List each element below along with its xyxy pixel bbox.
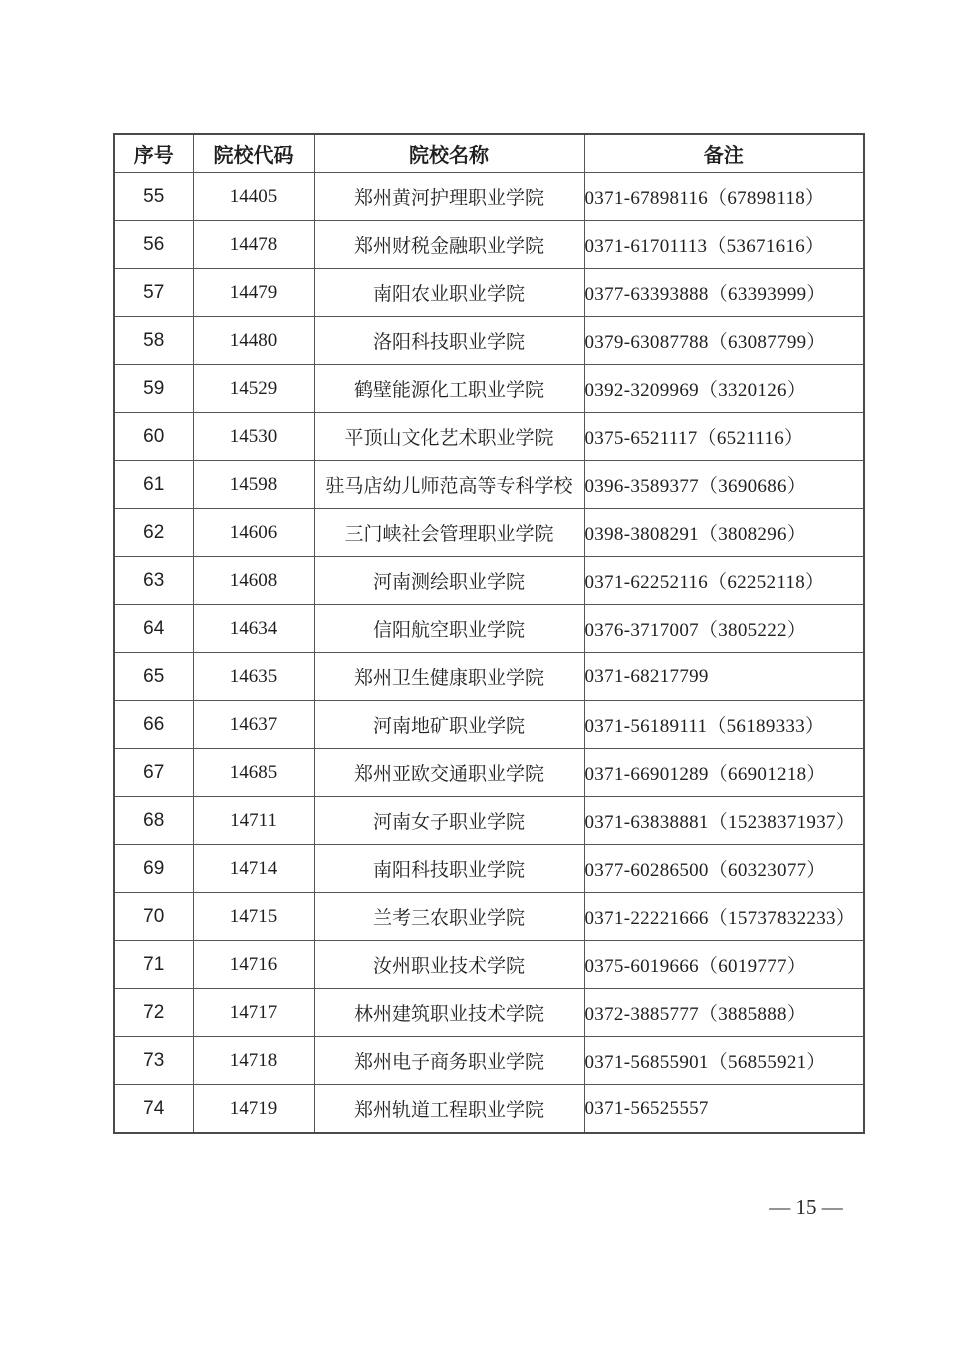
cell-college-name: 洛阳科技职业学院 (314, 317, 584, 365)
cell-remarks: 0371-61701113（53671616） (584, 221, 864, 269)
cell-remarks: 0377-60286500（60323077） (584, 845, 864, 893)
table-row (114, 221, 864, 269)
table-row (114, 893, 864, 941)
college-table-head (114, 134, 864, 173)
cell-college-name: 郑州卫生健康职业学院 (314, 653, 584, 701)
table-row (114, 557, 864, 605)
cell-college-code: 14717 (193, 989, 314, 1037)
cell-remarks: 0371-56189111（56189333） (584, 701, 864, 749)
header-serial-number: 序号 (114, 134, 193, 173)
cell-college-name: 郑州电子商务职业学院 (314, 1037, 584, 1085)
cell-serial-number: 73 (114, 1037, 193, 1085)
cell-serial-number: 68 (114, 797, 193, 845)
cell-serial-number: 69 (114, 845, 193, 893)
cell-serial-number: 63 (114, 557, 193, 605)
cell-college-name: 兰考三农职业学院 (314, 893, 584, 941)
cell-remarks: 0371-62252116（62252118） (584, 557, 864, 605)
header-remarks: 备注 (584, 134, 864, 173)
cell-remarks: 0376-3717007（3805222） (584, 605, 864, 653)
header-college-code: 院校代码 (193, 134, 314, 173)
page-number: — 15 — (769, 1195, 843, 1219)
header-row (114, 134, 864, 173)
table-row (114, 413, 864, 461)
cell-remarks: 0379-63087788（63087799） (584, 317, 864, 365)
cell-college-code: 14480 (193, 317, 314, 365)
cell-college-code: 14479 (193, 269, 314, 317)
cell-serial-number: 67 (114, 749, 193, 797)
cell-college-name: 河南地矿职业学院 (314, 701, 584, 749)
cell-serial-number: 74 (114, 1085, 193, 1134)
cell-college-name: 河南测绘职业学院 (314, 557, 584, 605)
cell-serial-number: 60 (114, 413, 193, 461)
cell-college-code: 14716 (193, 941, 314, 989)
college-table-body (114, 173, 864, 1134)
cell-college-name: 林州建筑职业技术学院 (314, 989, 584, 1037)
cell-remarks: 0375-6521117（6521116） (584, 413, 864, 461)
cell-college-name: 南阳科技职业学院 (314, 845, 584, 893)
table-row (114, 173, 864, 221)
cell-college-code: 14608 (193, 557, 314, 605)
cell-serial-number: 58 (114, 317, 193, 365)
cell-serial-number: 57 (114, 269, 193, 317)
table-row (114, 317, 864, 365)
cell-college-name: 三门峡社会管理职业学院 (314, 509, 584, 557)
cell-remarks: 0371-63838881（15238371937） (584, 797, 864, 845)
cell-college-code: 14530 (193, 413, 314, 461)
table-row (114, 1085, 864, 1134)
table-row (114, 941, 864, 989)
table-row (114, 845, 864, 893)
cell-serial-number: 70 (114, 893, 193, 941)
cell-college-name: 鹤壁能源化工职业学院 (314, 365, 584, 413)
cell-serial-number: 66 (114, 701, 193, 749)
cell-remarks: 0396-3589377（3690686） (584, 461, 864, 509)
cell-college-code: 14714 (193, 845, 314, 893)
table-row (114, 605, 864, 653)
cell-serial-number: 64 (114, 605, 193, 653)
cell-remarks: 0371-56525557 (584, 1085, 864, 1134)
cell-college-name: 南阳农业职业学院 (314, 269, 584, 317)
table-row (114, 269, 864, 317)
cell-college-name: 信阳航空职业学院 (314, 605, 584, 653)
cell-college-name: 郑州轨道工程职业学院 (314, 1085, 584, 1134)
table-row (114, 749, 864, 797)
header-college-name: 院校名称 (314, 134, 584, 173)
cell-college-code: 14478 (193, 221, 314, 269)
cell-college-code: 14635 (193, 653, 314, 701)
cell-college-name: 驻马店幼儿师范高等专科学校 (314, 461, 584, 509)
cell-college-code: 14715 (193, 893, 314, 941)
cell-college-code: 14634 (193, 605, 314, 653)
cell-remarks: 0371-22221666（15737832233） (584, 893, 864, 941)
cell-college-code: 14685 (193, 749, 314, 797)
cell-remarks: 0375-6019666（6019777） (584, 941, 864, 989)
table-row (114, 1037, 864, 1085)
cell-serial-number: 55 (114, 173, 193, 221)
table-row (114, 701, 864, 749)
cell-college-name: 郑州亚欧交通职业学院 (314, 749, 584, 797)
cell-serial-number: 71 (114, 941, 193, 989)
cell-college-name: 汝州职业技术学院 (314, 941, 584, 989)
cell-college-code: 14711 (193, 797, 314, 845)
cell-serial-number: 62 (114, 509, 193, 557)
cell-remarks: 0398-3808291（3808296） (584, 509, 864, 557)
cell-college-code: 14606 (193, 509, 314, 557)
cell-serial-number: 61 (114, 461, 193, 509)
table-row (114, 365, 864, 413)
table-row (114, 509, 864, 557)
cell-college-name: 河南女子职业学院 (314, 797, 584, 845)
cell-serial-number: 59 (114, 365, 193, 413)
cell-college-code: 14718 (193, 1037, 314, 1085)
cell-remarks: 0371-66901289（66901218） (584, 749, 864, 797)
cell-remarks: 0392-3209969（3320126） (584, 365, 864, 413)
cell-college-name: 郑州黄河护理职业学院 (314, 173, 584, 221)
cell-college-code: 14637 (193, 701, 314, 749)
cell-remarks: 0371-67898116（67898118） (584, 173, 864, 221)
cell-remarks: 0377-63393888（63393999） (584, 269, 864, 317)
cell-serial-number: 65 (114, 653, 193, 701)
cell-college-code: 14719 (193, 1085, 314, 1134)
cell-college-code: 14405 (193, 173, 314, 221)
table-row (114, 653, 864, 701)
cell-remarks: 0371-68217799 (584, 653, 864, 701)
cell-college-code: 14529 (193, 365, 314, 413)
cell-college-name: 平顶山文化艺术职业学院 (314, 413, 584, 461)
cell-serial-number: 72 (114, 989, 193, 1037)
cell-remarks: 0372-3885777（3885888） (584, 989, 864, 1037)
table-row (114, 461, 864, 509)
college-table (113, 133, 865, 1134)
cell-remarks: 0371-56855901（56855921） (584, 1037, 864, 1085)
cell-college-name: 郑州财税金融职业学院 (314, 221, 584, 269)
table-row (114, 989, 864, 1037)
table-row (114, 797, 864, 845)
cell-college-code: 14598 (193, 461, 314, 509)
cell-serial-number: 56 (114, 221, 193, 269)
